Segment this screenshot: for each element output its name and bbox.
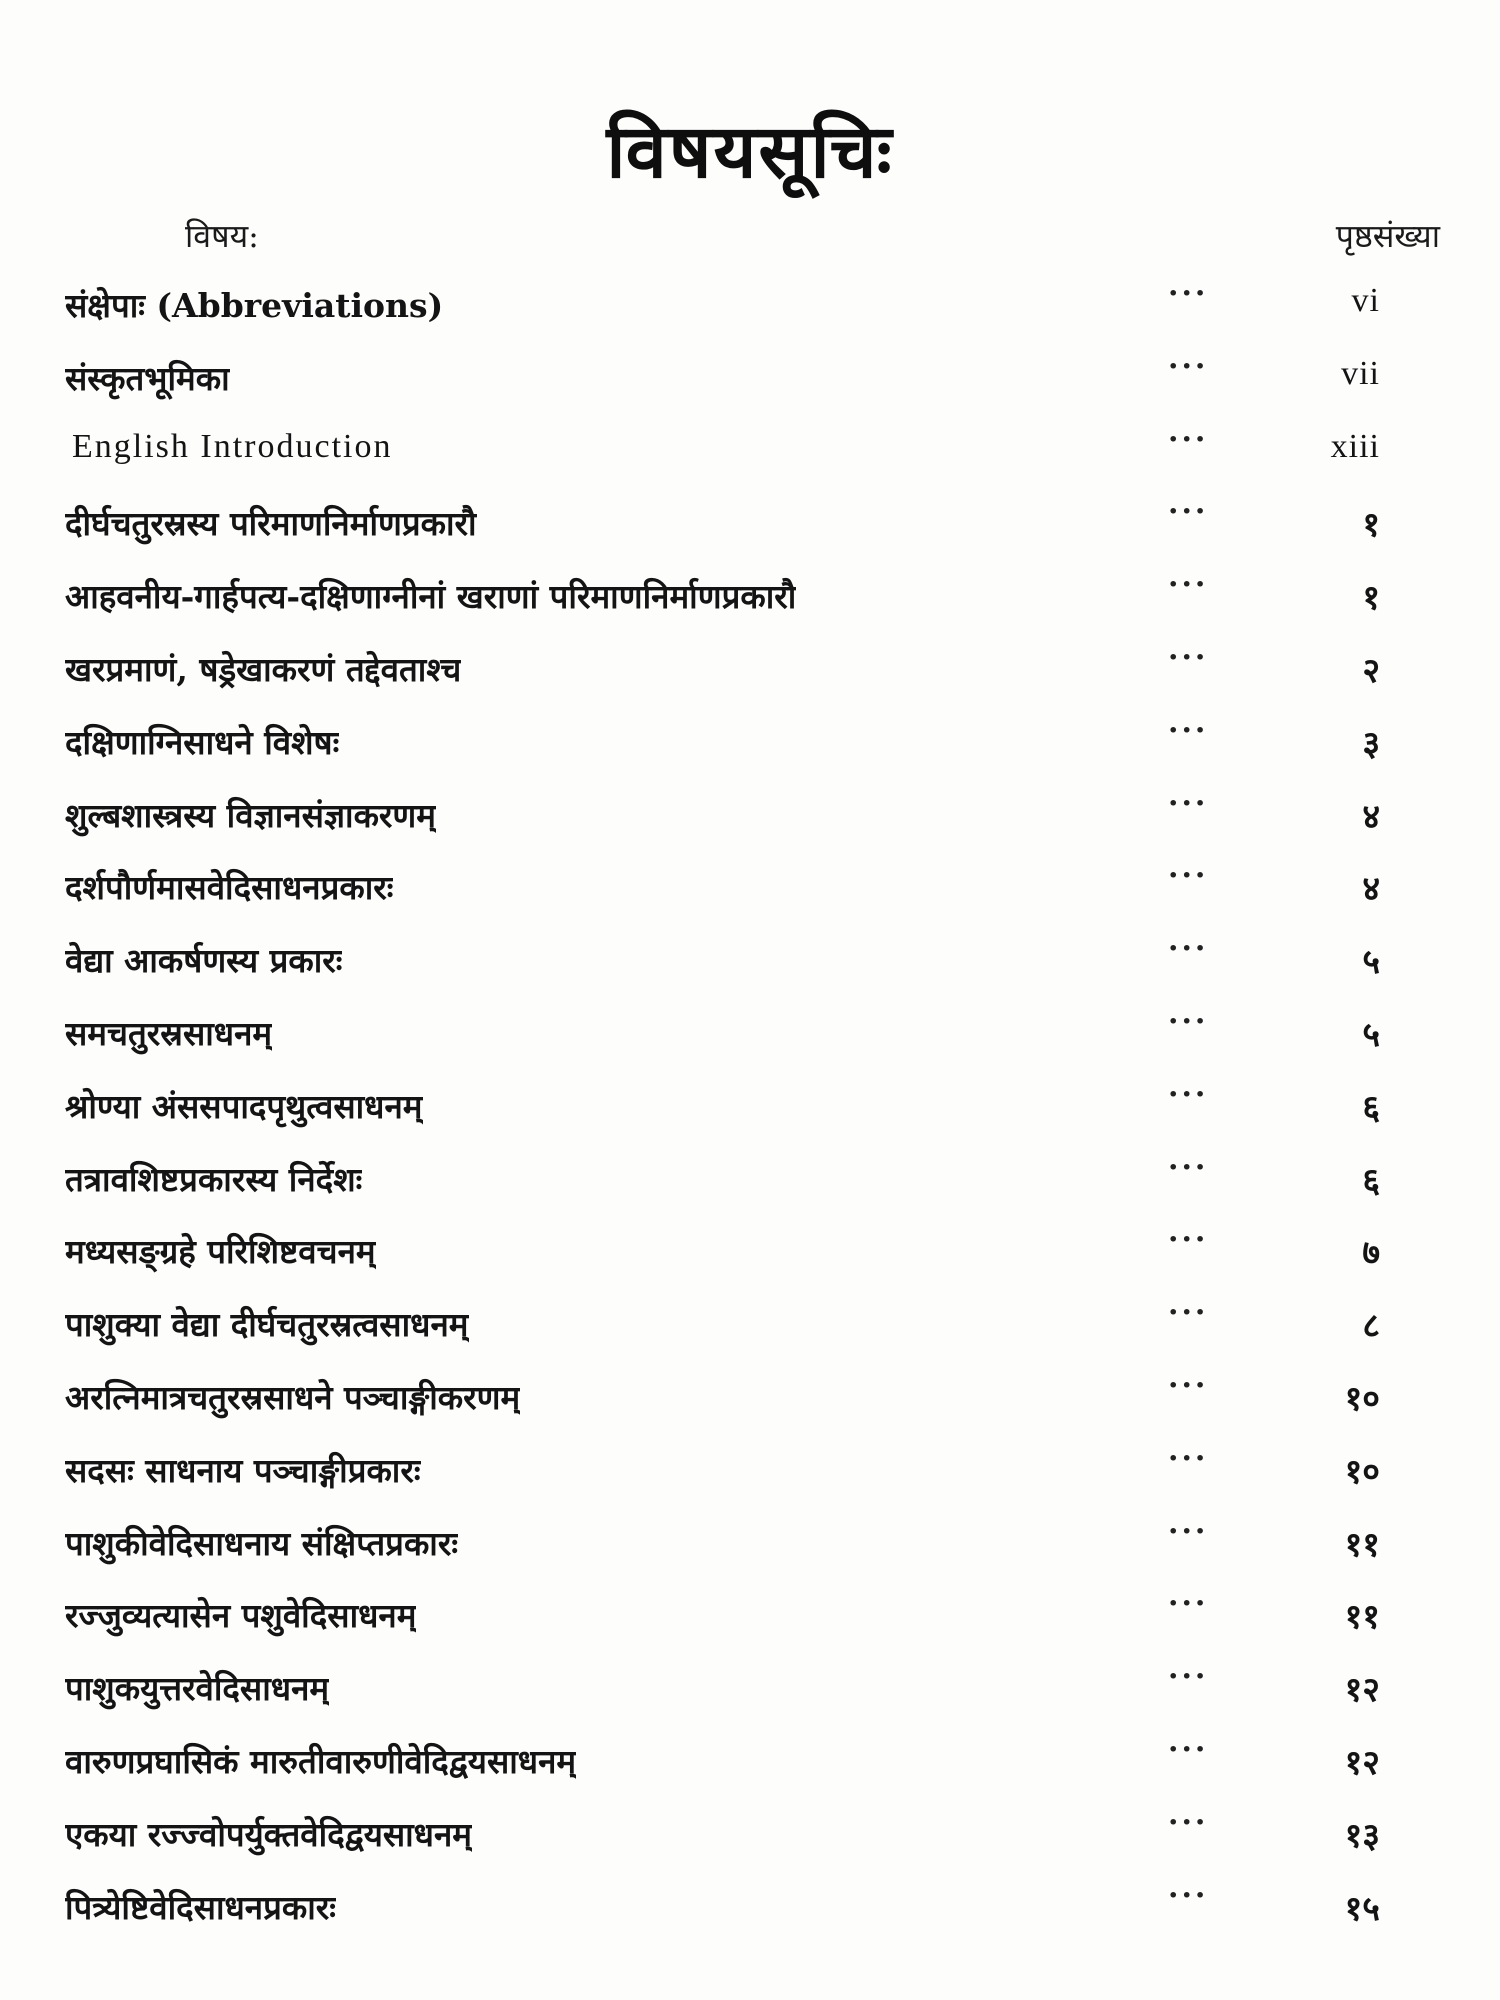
toc-leader-dots: ··· bbox=[1168, 858, 1209, 894]
toc-entry bbox=[0, 490, 1500, 563]
toc-entry-label: पाशुकयुत्तरवेदिसाधनम् bbox=[65, 1669, 330, 1709]
toc-entry-label: श्रोण्या अंससपादपृथुत्वसाधनम् bbox=[65, 1086, 423, 1126]
toc-leader-dots: ··· bbox=[1168, 1003, 1209, 1039]
toc-entry-label: खरप्रमाणं, षड्रेखाकरणं तद्देवताश्च bbox=[65, 649, 462, 689]
toc-entry bbox=[0, 1364, 1500, 1437]
toc-entry-page: ४ bbox=[1362, 869, 1380, 910]
toc-entry-page: १२ bbox=[1344, 1670, 1380, 1711]
toc-leader-dots: ··· bbox=[1168, 931, 1209, 967]
toc-entry-label: English Introduction bbox=[72, 427, 393, 465]
toc-entry bbox=[0, 1000, 1500, 1073]
toc-entry-page: १३ bbox=[1344, 1815, 1380, 1856]
toc-leader-dots: ··· bbox=[1168, 1731, 1209, 1767]
toc-entry bbox=[0, 1801, 1500, 1874]
toc-entry bbox=[0, 1582, 1500, 1655]
toc-entry-label: दर्शपौर्णमासवेदिसाधनप्रकारः bbox=[65, 868, 394, 908]
toc-entry-page: १० bbox=[1344, 1378, 1380, 1419]
toc-entry-page: ५ bbox=[1362, 1014, 1380, 1055]
toc-entry-label: पित्र्येष्टिवेदिसाधनप्रकारः bbox=[65, 1887, 336, 1927]
toc-entry bbox=[0, 1291, 1500, 1364]
toc-entry-label: रज्जुव्यत्यासेन पशुवेदिसाधनम् bbox=[65, 1596, 417, 1636]
toc-leader-dots: ··· bbox=[1168, 785, 1209, 821]
toc-entry-label: दक्षिणाग्निसाधने विशेषः bbox=[65, 722, 340, 762]
toc-entry-page: ५ bbox=[1362, 942, 1380, 983]
toc-entry-page: १५ bbox=[1344, 1888, 1380, 1929]
toc-leader-dots: ··· bbox=[1168, 639, 1209, 675]
toc-entry-label: वारुणप्रघासिकं मारुतीवारुणीवेदिद्वयसाधनम् bbox=[65, 1741, 577, 1781]
toc-entry-label: तत्रावशिष्टप्रकारस्य निर्देशः bbox=[65, 1159, 363, 1199]
toc-entry bbox=[0, 1655, 1500, 1728]
toc-leader-dots: ··· bbox=[1168, 1076, 1209, 1112]
toc-entry-label: सदसः साधनाय पञ्चाङ्गीप्रकारः bbox=[65, 1450, 421, 1490]
subject-column-header: विषय: bbox=[185, 217, 259, 255]
toc-entry bbox=[0, 1510, 1500, 1583]
toc-leader-dots: ··· bbox=[1168, 348, 1209, 384]
toc-entry-page: १२ bbox=[1344, 1742, 1380, 1783]
toc-entry-label: समचतुरस्रसाधनम् bbox=[65, 1013, 273, 1053]
page-column-header: पृष्ठसंख्या bbox=[1335, 217, 1440, 255]
toc-entry bbox=[0, 272, 1500, 345]
toc-leader-dots: ··· bbox=[1168, 712, 1209, 748]
toc-entry bbox=[0, 854, 1500, 927]
toc-entry-label: संस्कृतभूमिका bbox=[65, 358, 230, 398]
toc-entry bbox=[0, 1146, 1500, 1219]
toc-entry-label: मध्यसङ्ग्रहे परिशिष्टवचनम् bbox=[65, 1232, 376, 1272]
toc-entry-label: पाशुकीवेदिसाधनाय संक्षिप्तप्रकारः bbox=[65, 1523, 459, 1563]
toc-entry bbox=[0, 709, 1500, 782]
toc-entry-page: ७ bbox=[1362, 1233, 1380, 1274]
toc-entry-page: vi bbox=[1351, 282, 1380, 319]
toc-entry bbox=[0, 1728, 1500, 1801]
toc-entry-page: vii bbox=[1341, 354, 1380, 392]
toc-leader-dots: ··· bbox=[1168, 1586, 1209, 1622]
toc-entry bbox=[0, 1437, 1500, 1510]
toc-entry-label: दीर्घचतुरस्रस्य परिमाणनिर्माणप्रकारौ bbox=[65, 504, 477, 544]
toc-entry bbox=[0, 1218, 1500, 1291]
toc-leader-dots: ··· bbox=[1168, 1513, 1209, 1549]
toc-leader-dots: ··· bbox=[1168, 1804, 1209, 1840]
toc-entry-page: ३ bbox=[1362, 723, 1380, 764]
toc-entry-page: ६ bbox=[1362, 1160, 1380, 1201]
toc-entry bbox=[0, 418, 1500, 491]
toc-leader-dots: ··· bbox=[1168, 421, 1209, 457]
toc-entry-page: ११ bbox=[1344, 1524, 1380, 1565]
toc-entry-label: अरत्निमात्रचतुरस्रसाधने पञ्चाङ्गीकरणम् bbox=[65, 1377, 521, 1417]
toc-entry-label: शुल्बशास्त्रस्य विज्ञानसंज्ञाकरणम् bbox=[65, 795, 437, 835]
toc-leader-dots: ··· bbox=[1168, 1295, 1209, 1331]
toc-entry-label: आहवनीय-गार्हपत्य-दक्षिणाग्नीनां खराणां परिमाणनिर्माणप्रकारौ bbox=[65, 577, 797, 617]
toc-entry-label: वेद्या आकर्षणस्य प्रकारः bbox=[65, 941, 343, 981]
page-title: विषयसूचिः bbox=[606, 109, 894, 195]
toc-leader-dots: ··· bbox=[1168, 567, 1209, 603]
toc-entry bbox=[0, 782, 1500, 855]
toc-leader-dots: ··· bbox=[1168, 1440, 1209, 1476]
toc-entry-page: ८ bbox=[1362, 1306, 1380, 1347]
toc-entry-page: १० bbox=[1344, 1451, 1380, 1492]
toc-entry-page: १ bbox=[1362, 578, 1380, 619]
toc-entry bbox=[0, 927, 1500, 1000]
toc-leader-dots: ··· bbox=[1168, 1659, 1209, 1695]
toc-leader-dots: ··· bbox=[1168, 1222, 1209, 1258]
toc-entry-page: ११ bbox=[1344, 1597, 1380, 1638]
toc-leader-dots: ··· bbox=[1168, 276, 1209, 311]
toc-leader-dots: ··· bbox=[1168, 1877, 1209, 1913]
toc-entry bbox=[0, 345, 1500, 418]
toc-entry-page: २ bbox=[1362, 650, 1380, 691]
toc-entry-label: संक्षेपाः (Abbreviations) bbox=[65, 286, 444, 325]
toc-entry-page: १ bbox=[1362, 505, 1380, 546]
toc-entry bbox=[0, 1073, 1500, 1146]
table-of-contents bbox=[0, 272, 1500, 1946]
toc-entry-page: ६ bbox=[1362, 1087, 1380, 1128]
toc-entry-label: एकया रज्ज्वोपर्युक्तवेदिद्वयसाधनम् bbox=[65, 1814, 473, 1854]
toc-entry-page: xiii bbox=[1330, 427, 1380, 465]
toc-leader-dots: ··· bbox=[1168, 1149, 1209, 1185]
toc-entry bbox=[0, 563, 1500, 636]
toc-leader-dots: ··· bbox=[1168, 494, 1209, 530]
toc-leader-dots: ··· bbox=[1168, 1367, 1209, 1403]
toc-entry-page: ४ bbox=[1362, 796, 1380, 837]
toc-entry-label: पाशुक्या वेद्या दीर्घचतुरस्रत्वसाधनम् bbox=[65, 1305, 469, 1345]
toc-entry bbox=[0, 1874, 1500, 1947]
toc-entry bbox=[0, 636, 1500, 709]
